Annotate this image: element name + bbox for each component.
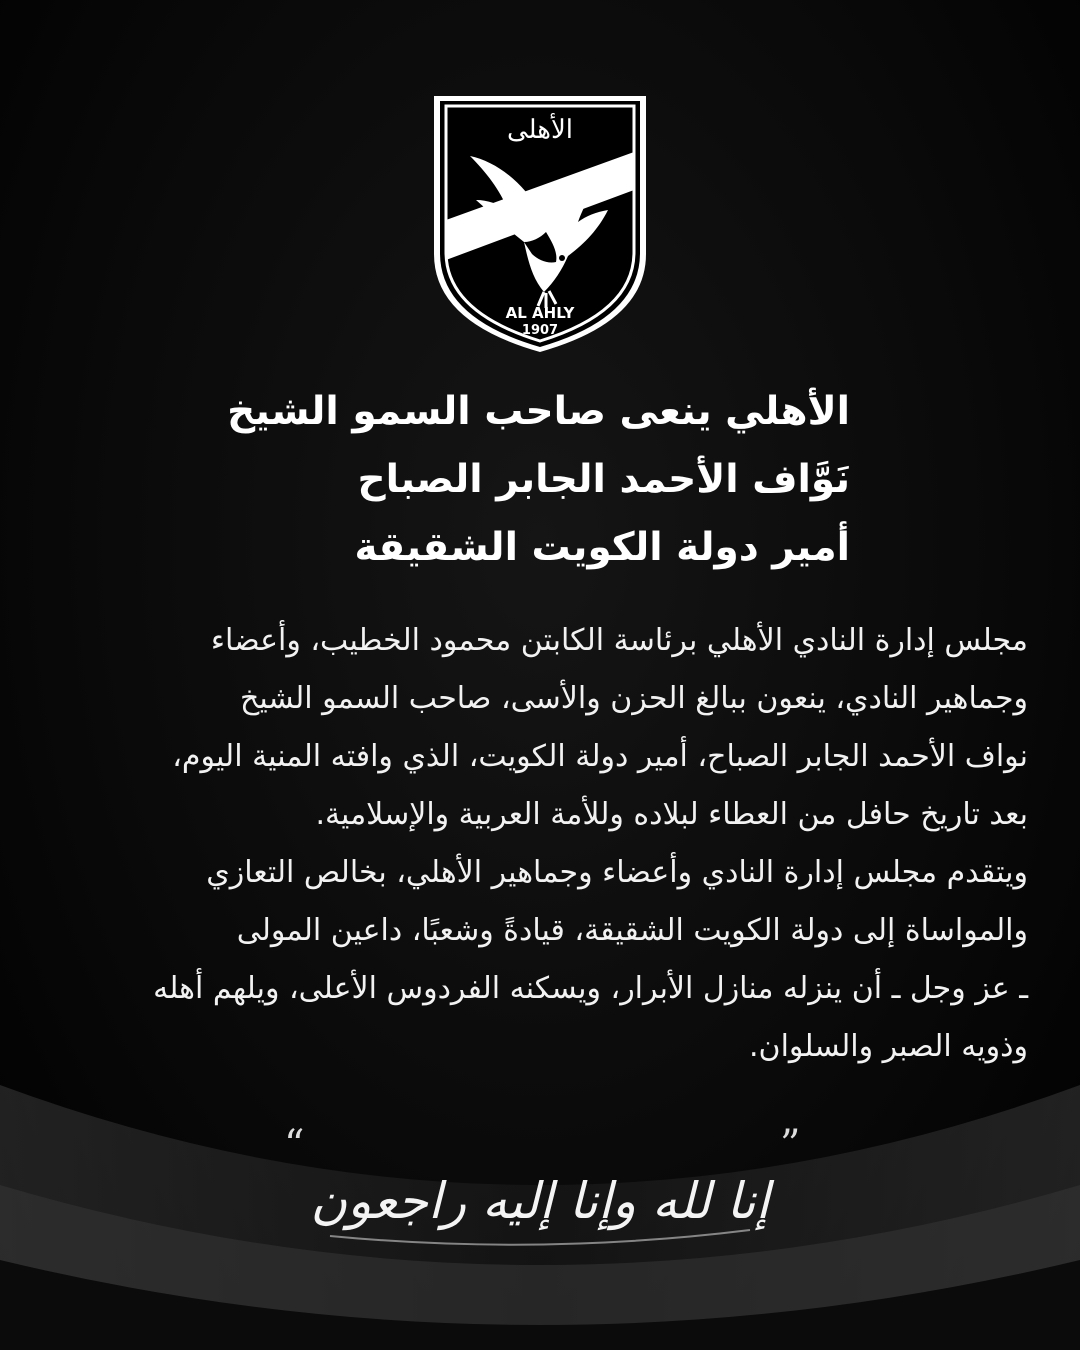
message-line-7: ـ عز وجل ـ أن ينزله منازل الأبرار، ويسكنه الفردوس الأعلى، ويلهم أهله	[153, 971, 1028, 1006]
message-line-5: ويتقدم مجلس إدارة النادي وأعضاء وجماهير الأهلي، بخالص التعازي	[206, 855, 1028, 890]
message-line-4: بعد تاريخ حافل من العطاء لبلاده وللأمة العربية والإسلامية.	[315, 797, 1028, 832]
verse-text: إنا لله وإنا إليه راجعون	[310, 1172, 770, 1230]
svg-text:“: “	[284, 1122, 305, 1168]
message-line-1: مجلس إدارة النادي الأهلي برئاسة الكابتن محمود الخطيب، وأعضاء	[210, 623, 1028, 658]
headline	[140, 378, 850, 582]
svg-text:”: ”	[780, 1122, 801, 1168]
condolence-message	[36, 612, 1028, 1076]
logo-year: 1907	[521, 323, 559, 338]
al-ahly-logo	[428, 92, 652, 354]
message-line-2: وجماهير النادي، ينعون ببالغ الحزن والأسى، صاحب السمو الشيخ	[239, 681, 1028, 716]
logo-arabic-name: الأهلى	[506, 115, 574, 145]
headline-line-2: نَوَّاف الأحمد الجابر الصباح	[357, 457, 850, 502]
message-line-3: نواف الأحمد الجابر الصباح، أمير دولة الكويت، الذي وافته المنية اليوم،	[172, 739, 1028, 774]
message-line-6: والمواساة إلى دولة الكويت الشقيقة، قيادةً وشعبًا، داعين المولى	[236, 913, 1028, 948]
headline-line-1: الأهلي ينعى صاحب السمو الشيخ	[227, 389, 850, 434]
logo-english-name: AL AHLY	[505, 304, 575, 322]
quran-verse-calligraphy	[270, 1118, 810, 1268]
message-line-8: وذويه الصبر والسلوان.	[749, 1029, 1028, 1064]
headline-line-3: أمير دولة الكويت الشقيقة	[354, 525, 850, 570]
